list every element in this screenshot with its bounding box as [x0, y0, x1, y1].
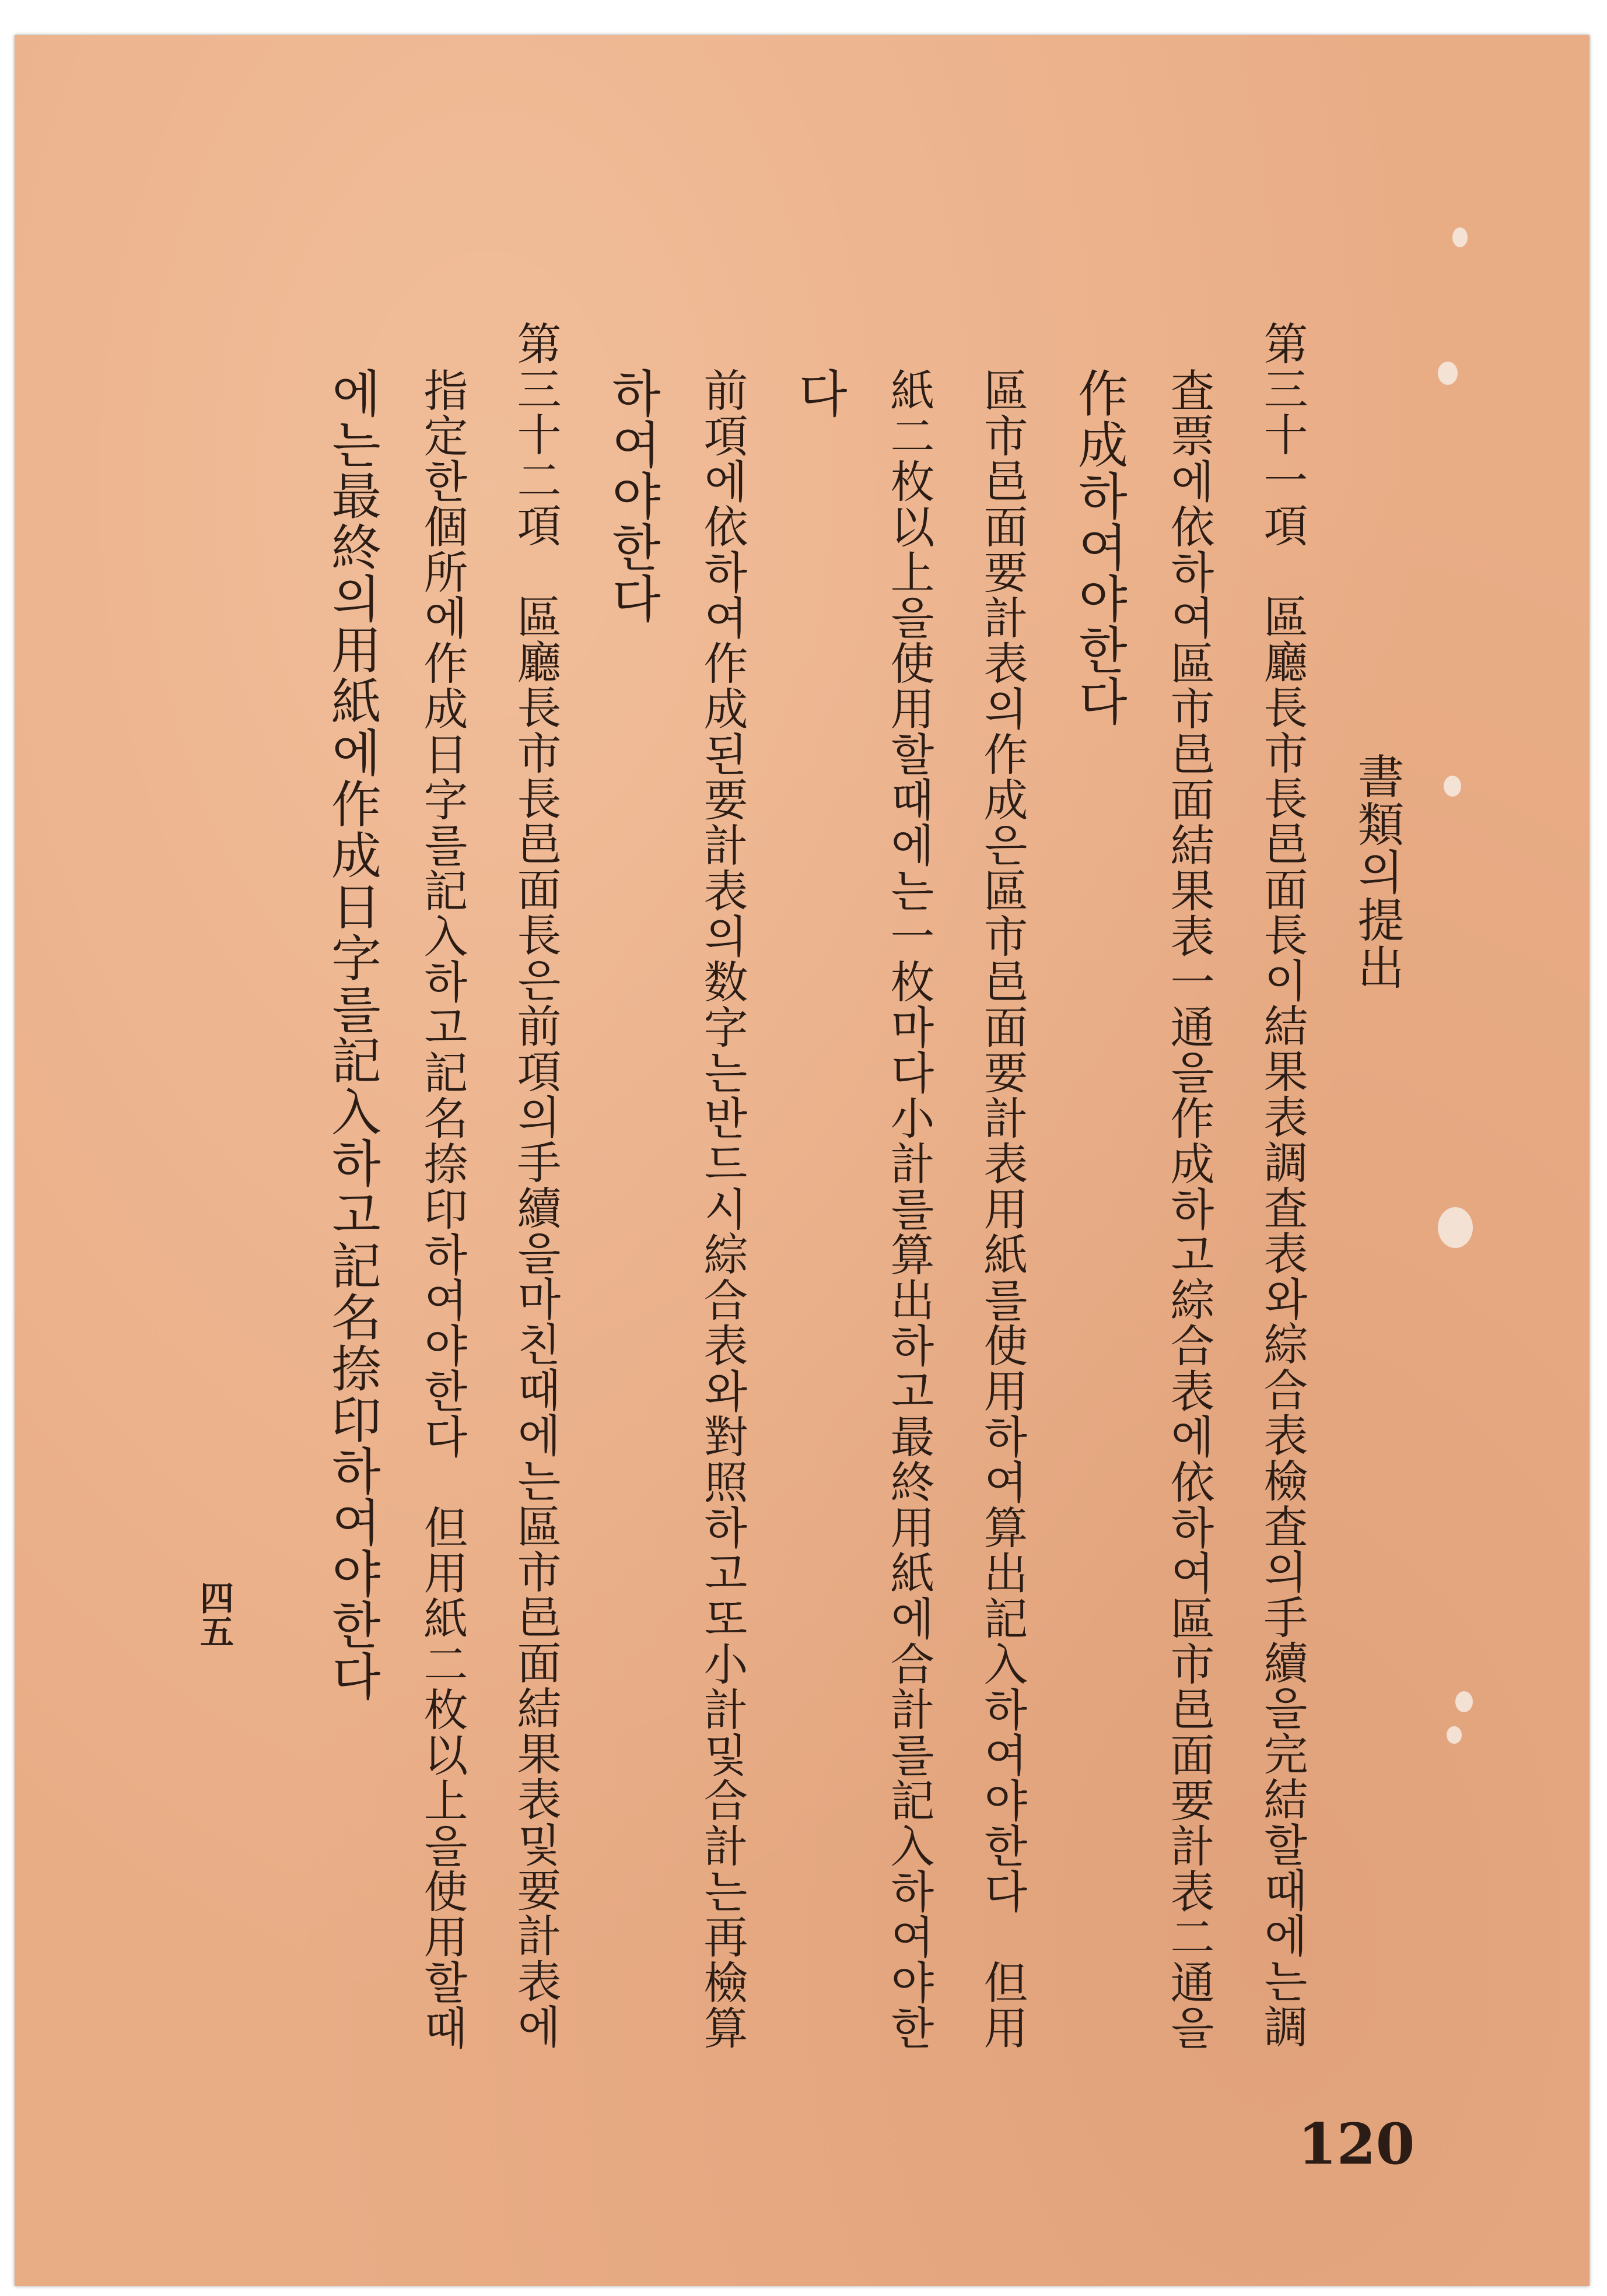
margin-page-mark: 四五 [194, 1580, 234, 1648]
section-title: 書類의提出 [1350, 752, 1404, 991]
text-column-9: 第三十二項 區廳長市長邑面長은前項의手續을마친때에는區市邑面結果表및要計表에 [510, 321, 562, 2049]
binding-hole [1438, 362, 1458, 385]
reverse-side-bleed [1391, 309, 1458, 356]
text-column-11: 에는最終의用紙에作成日字를記入하고記名捺印하여야한다 [323, 367, 381, 1702]
binding-hole [1452, 227, 1468, 247]
binding-hole [1438, 1207, 1473, 1248]
text-column-4: 區市邑面要計表의作成은區市邑面要計表用紙를使用하여算出記入하여야한다 但用 [976, 367, 1028, 2050]
binding-hole [1444, 776, 1461, 797]
page-number: 120 [1298, 2111, 1415, 2177]
binding-hole [1455, 1691, 1473, 1712]
text-column-10: 指定한個所에作成日字를記入하고記名捺印하여야한다 但用紙二枚以上을使用할때 [416, 367, 468, 2050]
text-column-8: 하여야한다 [603, 367, 661, 624]
text-column-5: 紙二枚以上을使用할때에는一枚마다小計를算出하고最終用紙에合計를記入하여야한 [883, 367, 935, 2050]
text-column-3: 作成하여야한다 [1069, 367, 1128, 727]
text-column-1: 第三十一項 區廳長市長邑面長이結果表調査表와綜合表檢査의手續을完結할때에는調 [1256, 321, 1308, 2049]
binding-hole [1447, 1726, 1462, 1744]
document-page [15, 35, 1590, 2286]
text-column-2: 査票에依하여區市邑面結果表一通을作成하고綜合表에依하여區市邑面要計表二通을 [1163, 367, 1215, 2050]
text-column-6: 다 [789, 367, 848, 419]
text-column-7: 前項에依하여作成된要計表의数字는반드시綜合表와對照하고또小計및合計는再檢算 [696, 367, 748, 2050]
